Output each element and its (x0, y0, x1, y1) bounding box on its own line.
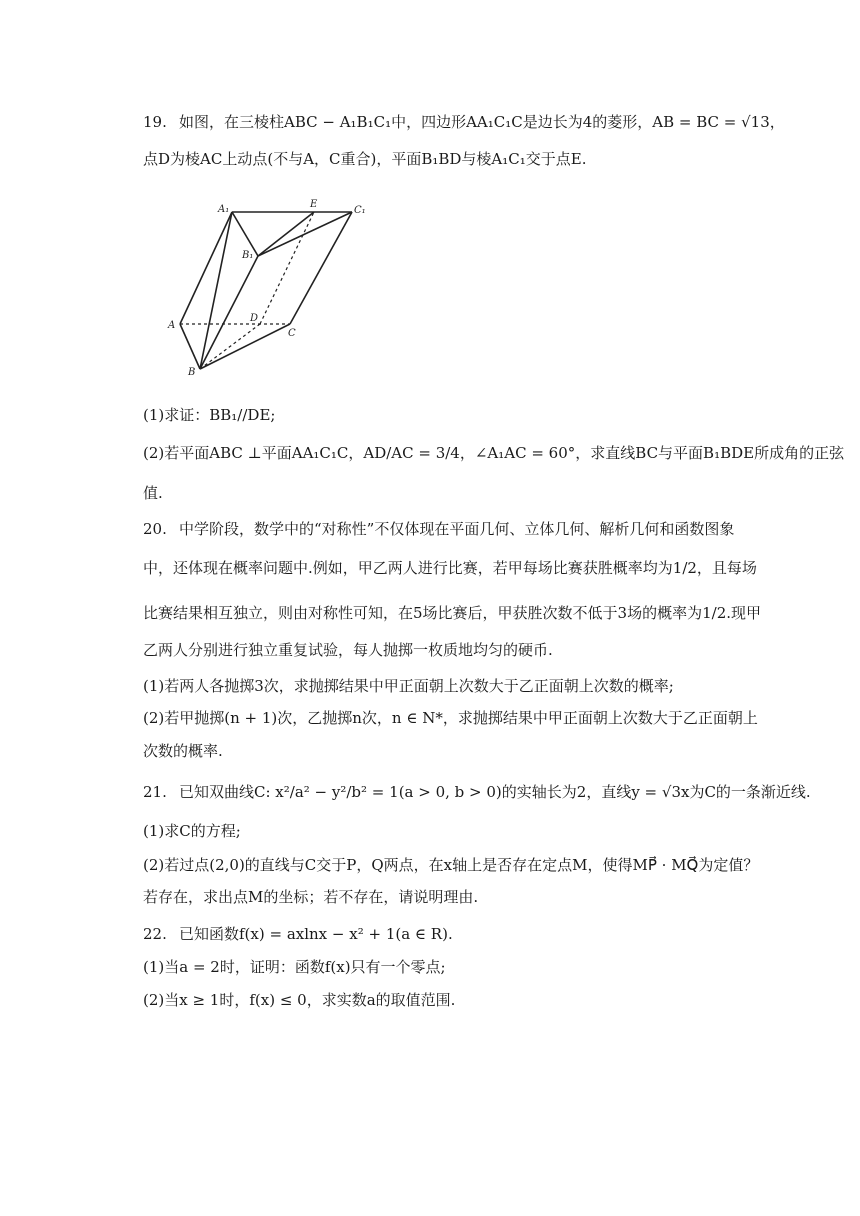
question-21-part-1: (1)求C的方程; (143, 822, 241, 840)
question-22-part-1: (1)当a = 2时，证明：函数f(x)只有一个零点; (143, 958, 446, 976)
question-number: 21. (143, 783, 167, 801)
prism-figure (160, 196, 370, 381)
question-20-line-2: 中，还体现在概率问题中.例如，甲乙两人进行比赛，若甲每场比赛获胜概率均为1/2，且每场 (143, 559, 757, 577)
question-20-part-2-line-1: (2)若甲抛掷(n + 1)次，乙抛掷n次，n ∈ N*，求抛掷结果中甲正面朝上次数大于乙正面朝上 (143, 709, 758, 727)
label-e: E (310, 199, 318, 210)
question-text: 已知函数f(x) = axlnx − x² + 1(a ∈ R). (179, 925, 453, 943)
label-a: A (168, 320, 176, 331)
question-19-part-2-line-2: 值. (143, 484, 163, 502)
question-21-part-2-line-1: (2)若过点(2,0)的直线与C交于P，Q两点，在x轴上是否存在定点M，使得MP⃗ · MQ⃗为定值？ (143, 856, 759, 874)
label-b1: B₁ (242, 250, 254, 261)
question-20-part-2-line-2: 次数的概率. (143, 742, 223, 760)
question-text: 如图，在三棱柱ABC − A₁B₁C₁中，四边形AA₁C₁C是边长为4的菱形，AB = BC = √13， (179, 113, 785, 131)
question-20-line-3: 比赛结果相互独立，则由对称性可知，在5场比赛后，甲获胜次数不低于3场的概率为1/2.现甲 (143, 604, 761, 622)
question-number: 20. (143, 520, 167, 538)
question-20-part-1: (1)若两人各抛掷3次，求抛掷结果中甲正面朝上次数大于乙正面朝上次数的概率; (143, 677, 674, 695)
label-b: B (188, 367, 196, 378)
question-19-part-2-line-1: (2)若平面ABC ⊥平面AA₁C₁C，AD/AC = 3/4，∠A₁AC = 60°，求直线BC与平面B₁BDE所成角的正弦 (143, 444, 845, 462)
question-text: 已知双曲线C: x²/a² − y²/b² = 1(a > 0, b > 0)的实轴长为2，直线y = √3x为C的一条渐近线. (179, 783, 811, 801)
question-20-line-4: 乙两人分别进行独立重复试验，每人抛掷一枚质地均匀的硬币. (143, 641, 553, 659)
question-21-part-2-line-2: 若存在，求出点M的坐标；若不存在，请说明理由. (143, 888, 479, 906)
question-19-part-1: (1)求证：BB₁//DE; (143, 406, 276, 424)
question-22-line-1 (143, 924, 453, 944)
question-20-line-1 (143, 519, 734, 539)
question-22-part-2: (2)当x ≥ 1时，f(x) ≤ 0，求实数a的取值范围. (143, 991, 456, 1009)
label-c: C (288, 328, 296, 339)
question-19-line-2: 点D为棱AC上动点(不与A，C重合)，平面B₁BD与棱A₁C₁交于点E. (143, 150, 587, 168)
question-19-line-1 (143, 112, 785, 132)
label-c1: C₁ (354, 205, 366, 216)
label-d: D (250, 313, 259, 324)
question-21-line-1 (143, 782, 811, 802)
question-text: 中学阶段，数学中的“对称性”不仅体现在平面几何、立体几何、解析几何和函数图象 (179, 520, 735, 538)
question-number: 22. (143, 925, 167, 943)
question-number: 19. (143, 113, 167, 131)
label-a1: A₁ (218, 204, 230, 215)
